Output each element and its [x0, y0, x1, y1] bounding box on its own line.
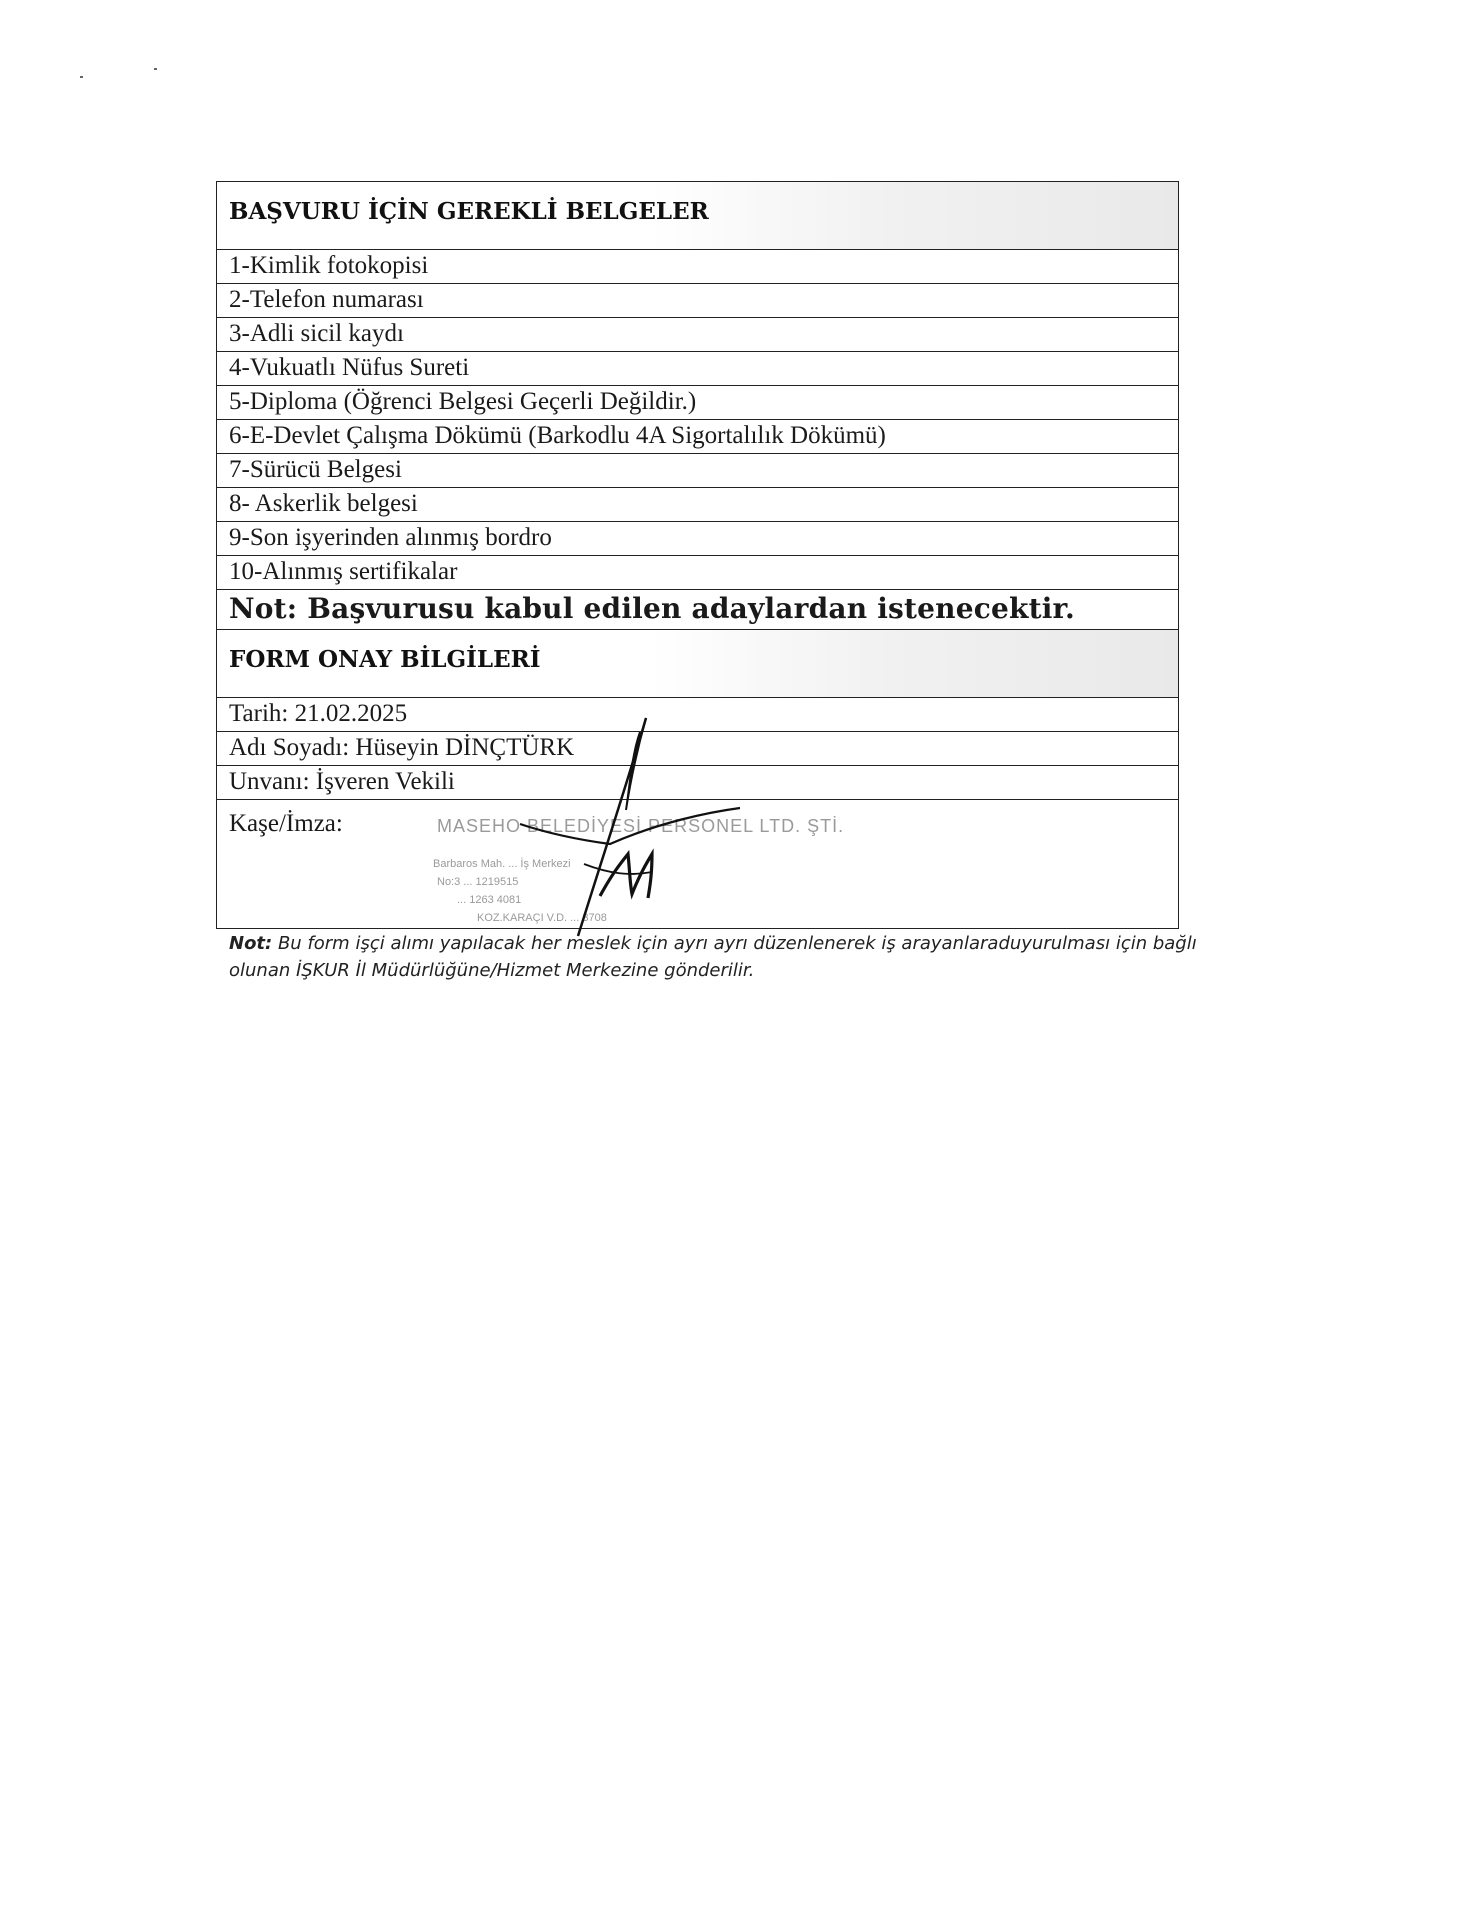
scan-speck [80, 76, 83, 78]
required-docs-note: Not: Başvurusu kabul edilen adaylardan istenecektir. [217, 590, 1178, 630]
stamp-line: No:3 ... 1219515 [437, 876, 519, 888]
approver-name: Adı Soyadı: Hüseyin DİNÇTÜRK [217, 732, 1178, 766]
approval-date: Tarih: 21.02.2025 [217, 698, 1178, 732]
required-doc-item: 1-Kimlik fotokopisi [217, 250, 1178, 284]
required-doc-item: 4-Vukuatlı Nüfus Sureti [217, 352, 1178, 386]
stamp-signature-label: Kaşe/İmza: [229, 810, 343, 837]
required-doc-item: 10-Alınmış sertifikalar [217, 556, 1178, 590]
required-doc-item: 6-E-Devlet Çalışma Dökümü (Barkodlu 4A Sigortalılık Dökümü) [217, 420, 1178, 454]
required-doc-item: 3-Adli sicil kaydı [217, 318, 1178, 352]
required-docs-heading: BAŞVURU İÇİN GEREKLİ BELGELER [217, 182, 1178, 250]
stamp-line: Barbaros Mah. ... İş Merkezi [433, 858, 571, 870]
required-doc-item: 7-Sürücü Belgesi [217, 454, 1178, 488]
stamp-line: MASEHO BELEDİYESİ PERSONEL LTD. ŞTİ. [437, 816, 845, 836]
stamp-line: ... 1263 4081 [457, 894, 522, 906]
required-doc-item: 5-Diploma (Öğrenci Belgesi Geçerli Değildir.) [217, 386, 1178, 420]
stamp-line: KOZ.KARAÇI V.D. ... 3708 [477, 912, 607, 924]
form-approval-heading: FORM ONAY BİLGİLERİ [217, 630, 1178, 698]
required-doc-item: 8- Askerlik belgesi [217, 488, 1178, 522]
required-doc-item: 9-Son işyerinden alınmış bordro [217, 522, 1178, 556]
footnote [229, 930, 1239, 984]
footnote-text: Bu form işçi alımı yapılacak her meslek için ayrı ayrı düzenlenerek iş arayanlaraduyurulması için bağlı olunan İŞKUR İl Müdürlüğüne/Hizmet Merkezine gönderilir. [229, 933, 1197, 981]
handwritten-signature [480, 714, 780, 944]
approver-title: Unvanı: İşveren Vekili [217, 766, 1178, 800]
required-doc-item: 2-Telefon numarası [217, 284, 1178, 318]
scan-speck [154, 68, 157, 70]
footnote-label: Not: [229, 933, 273, 954]
